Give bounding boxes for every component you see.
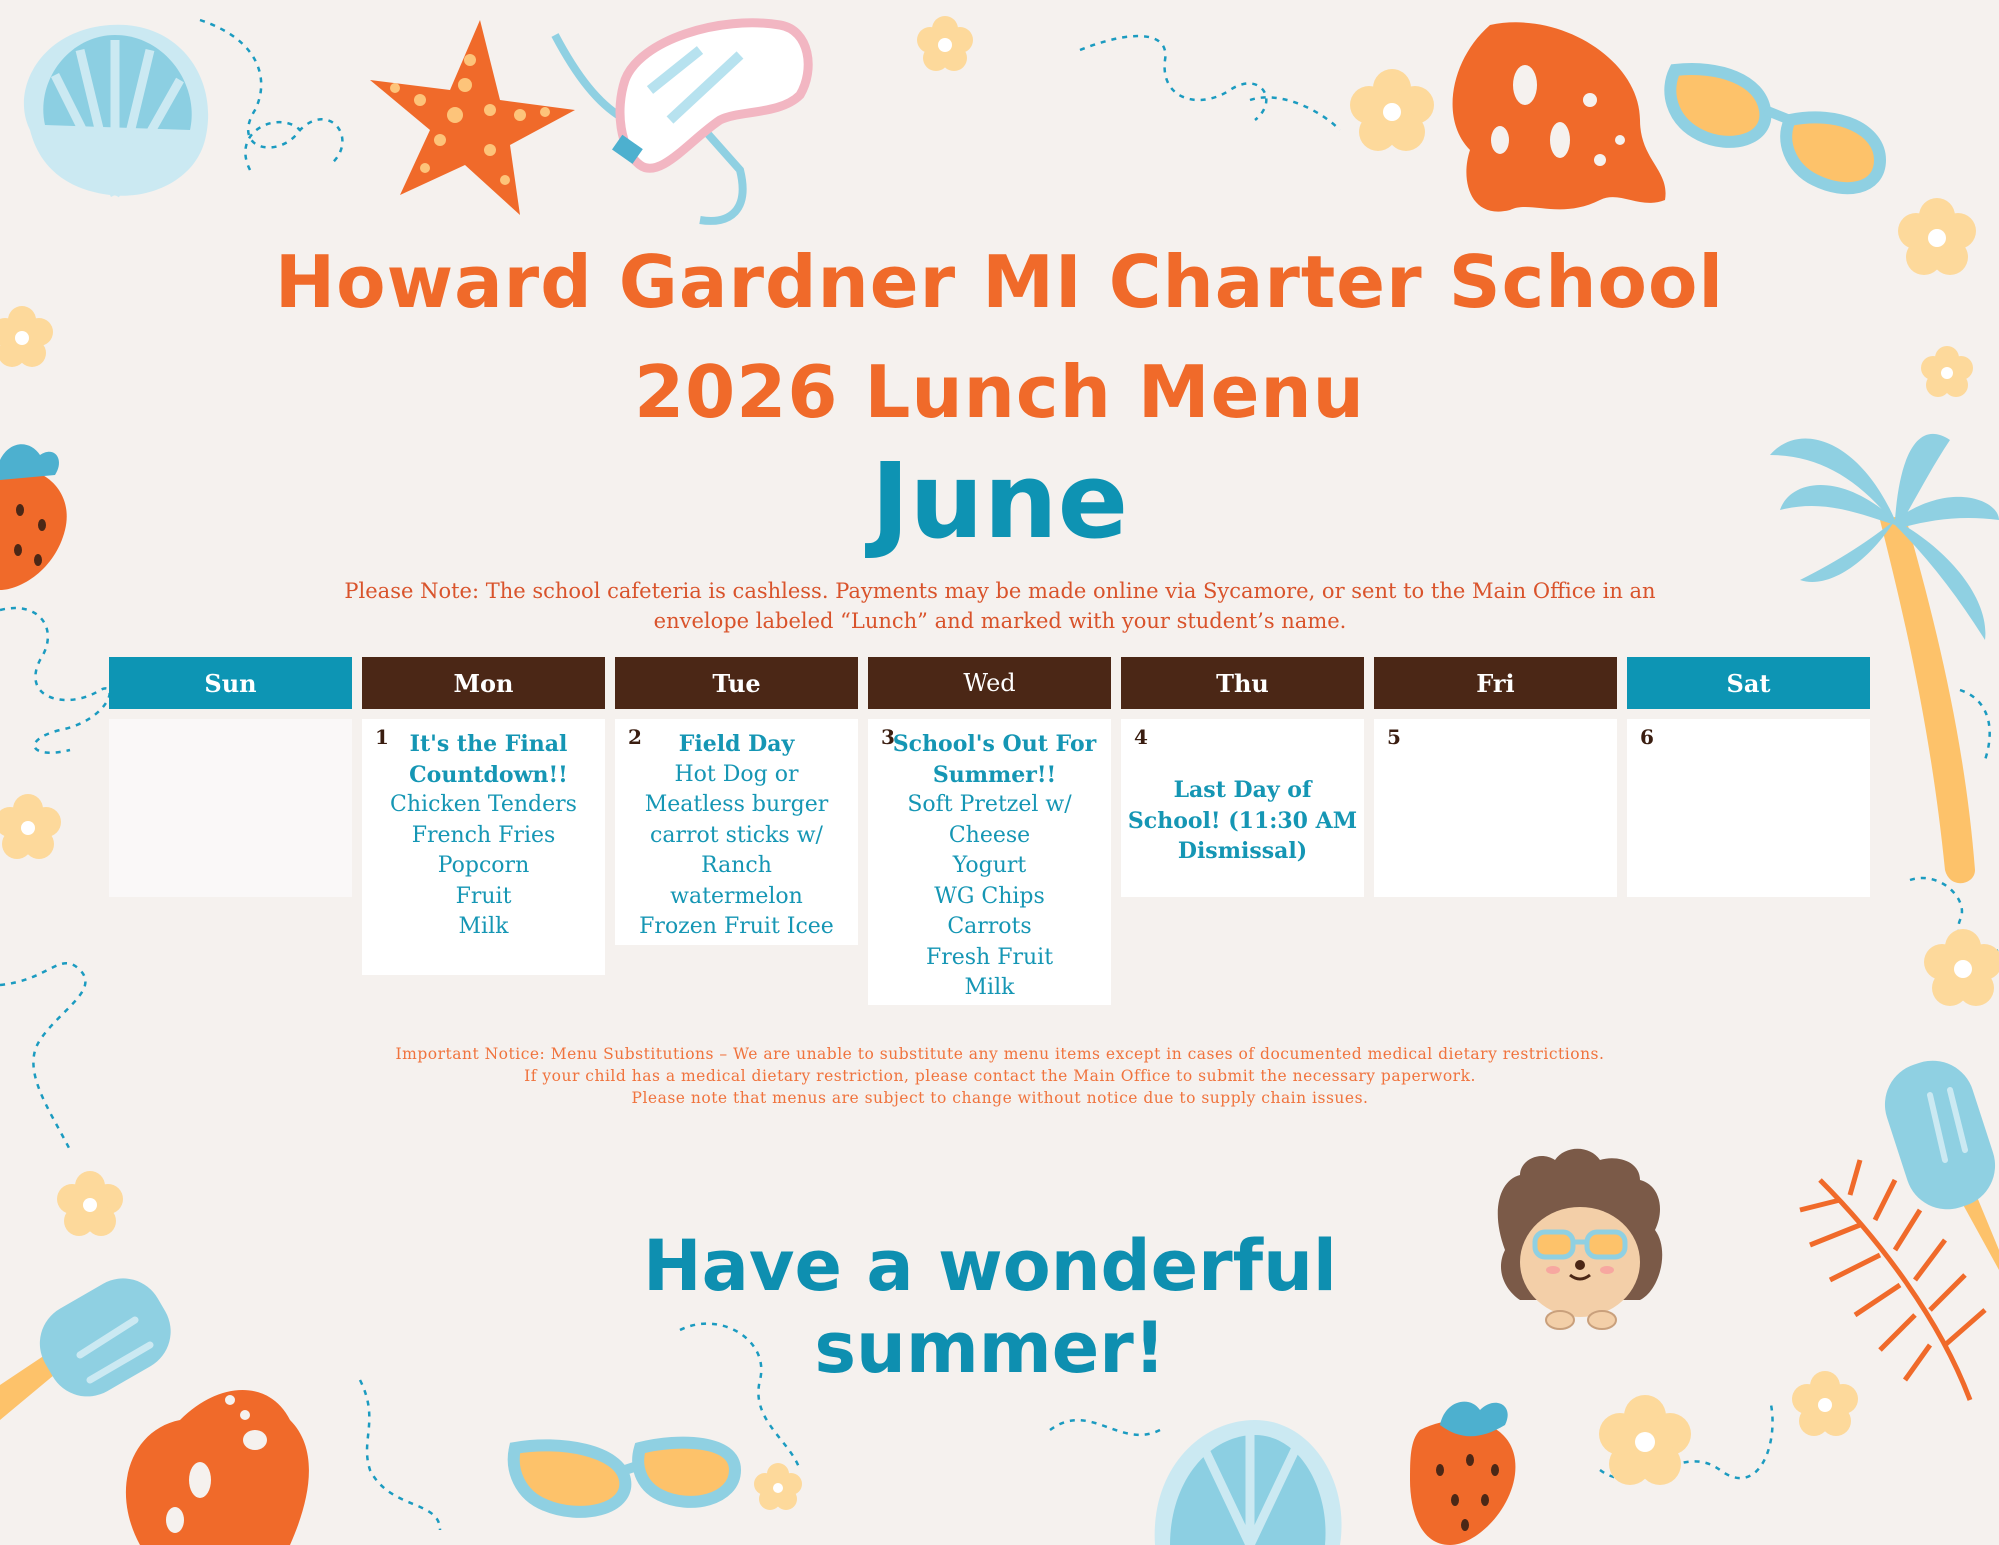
calendar-cell-thu <box>1121 719 1364 897</box>
day-header-mon: Mon <box>362 657 605 709</box>
day-header-sun: Sun <box>109 657 352 709</box>
calendar-cell-sun <box>109 719 352 897</box>
school-name-title: Howard Gardner MI Charter School <box>274 240 1725 324</box>
menu-title: School's Out For Summer!! <box>892 731 1097 788</box>
hedgehog-icon <box>1498 1149 1662 1329</box>
day-number: 3 <box>881 725 895 749</box>
starfish-icon <box>370 20 575 215</box>
menu-item: French Fries <box>411 822 556 848</box>
payment-note: Please Note: The school cafeteria is cashless. Payments may be made online via Sycamore, or sent to the Main Office in an envelope labeled “Lunch” and marked with your student’s name. <box>344 579 1656 633</box>
calendar-cell-wed <box>868 719 1111 1005</box>
substitution-notice <box>300 1043 1700 1109</box>
day-number: 2 <box>628 725 642 749</box>
menu-title: It's the Final Countdown!! <box>409 731 568 788</box>
day-header-tue: Tue <box>615 657 858 709</box>
menu-item: Milk <box>964 975 1015 1000</box>
menu-title: Field Day <box>678 731 795 757</box>
day-number: 1 <box>375 725 389 749</box>
day-number: 6 <box>1640 725 1654 749</box>
farewell-message: Have a wonderful summer! <box>643 1225 1337 1389</box>
menu-item: Yogurt <box>952 853 1027 878</box>
snorkel-mask-icon <box>555 23 808 221</box>
notice-line: If your child has a medical dietary restriction, please contact the Main Office to submit the necessary paperwork. <box>524 1067 1476 1085</box>
day-header-fri: Fri <box>1374 657 1617 709</box>
monstera-leaf-icon-bottom <box>126 1390 309 1545</box>
menu-item: Hot Dog or Meatless burger <box>644 761 829 817</box>
menu-item: Chicken Tenders <box>390 792 577 817</box>
day-number: 5 <box>1387 725 1401 749</box>
seashell-icon-bottom <box>1155 1420 1342 1545</box>
menu-item: Fruit <box>455 883 512 909</box>
popsicle-icon-left <box>0 1264 185 1420</box>
menu-item: Carrots <box>947 914 1032 939</box>
notice-line: Important Notice: Menu Substitutions – We are unable to substitute any menu items except in cases of documented medical dietary restrictions. <box>395 1045 1605 1063</box>
seashell-icon <box>24 25 208 196</box>
day-header-wed: Wed <box>868 657 1111 709</box>
menu-title: Last Day of School! (11:30 AM Dismissal) <box>1127 777 1358 864</box>
notice-line: Please note that menus are subject to change without notice due to supply chain issues. <box>631 1089 1369 1107</box>
calendar-cell-mon <box>362 719 605 975</box>
menu-item: Frozen Fruit Icee <box>639 914 834 939</box>
menu-item: carrot sticks w/ Ranch <box>650 822 823 878</box>
day-header-thu: Thu <box>1121 657 1364 709</box>
sunglasses-icon <box>1670 69 1880 188</box>
monstera-leaf-icon <box>1453 22 1666 211</box>
popsicle-icon <box>1874 1050 1999 1270</box>
menu-item: Popcorn <box>437 853 530 878</box>
menu-item: Fresh Fruit <box>925 944 1054 970</box>
calendar-cell-sat <box>1627 719 1870 897</box>
menu-item: Soft Pretzel w/ Cheese <box>907 792 1072 848</box>
menu-item: WG Chips <box>934 883 1045 909</box>
menu-subtitle: 2026 Lunch Menu <box>634 350 1365 434</box>
calendar-cell-fri <box>1374 719 1617 897</box>
day-header-sat: Sat <box>1627 657 1870 709</box>
month-heading: June <box>870 440 1129 562</box>
sunglasses-icon-bottom <box>514 1443 735 1512</box>
calendar-cell-tue <box>615 719 858 945</box>
menu-item: watermelon <box>670 883 803 909</box>
menu-item: Milk <box>458 914 509 939</box>
strawberry-icon-bottom <box>1410 1402 1515 1545</box>
day-number: 4 <box>1134 725 1148 749</box>
